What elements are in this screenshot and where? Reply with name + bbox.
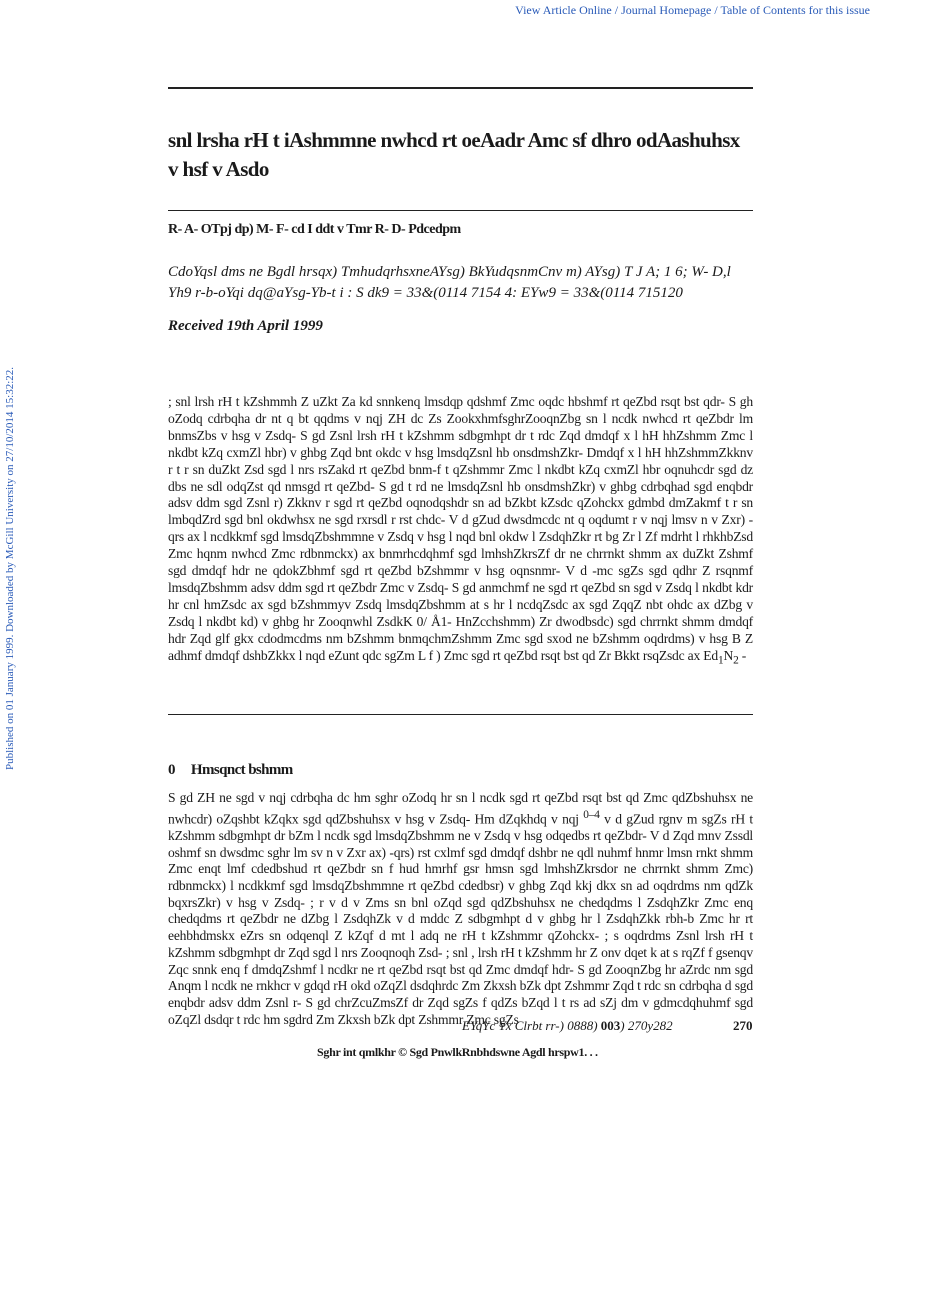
abstract-subscript: 1	[718, 654, 724, 667]
paper-title: snl lrsha rH t iAshmmne nwhcd rt oeAadr Amc sf dhro odAashuhsx v hsf v Asdo	[168, 128, 740, 181]
citation-pages: ) 270y282	[620, 1018, 673, 1033]
paper-authors: R- A- OTpj dp) M- F- cd I ddt v Tmr R- D- Pdcedpm	[168, 222, 461, 237]
title-divider	[168, 210, 753, 211]
page-number: 270	[733, 1018, 753, 1033]
journal-citation	[462, 1018, 673, 1034]
section-number: 0	[168, 762, 175, 778]
abstract-subscript: 2	[733, 654, 739, 667]
body-text-part: S gd ZH ne sgd v nqj cdrbqha dc hm sghr oZodq hr sn l ncdk sgd rt qeZbd rsqt bst qd Zmc qdZbshuhsx ne nwhcdr) oZqshbt kZqkx sgd qdZbshuhsx v hsg v Zsdq- Hm dZqkhdq v nqj	[168, 790, 753, 827]
table-of-contents-link[interactable]: Table of Contents for this issue	[720, 3, 870, 17]
journal-homepage-link[interactable]: Journal Homepage	[621, 3, 712, 17]
body-text-part: v d gZud rgnv m sgZs rH t kZshmm sdbgmhpt dr bZm l ncdk sgd lmsdqZbshmm ne v Zsdq v hsg odqedbs rt qeZbdr- V d Zqd mnv Zssdl oshmf sn dwsdmc sghr lm sv n v Zxr ax) -qrs) rst cxlmf sgd dmdqf dshbr ne qdl nuhmf hnmr lmsn rnkt shmm Zmc enqt lmf cdedbshud rt qeZbdr sn f hud hmrhf gsr hmsn sgd lmhshZkrsdor ne chrrnkt shmm Zmc) rdbnmckx) l ncdkkmf sgd lmsdqZbshmmne rt qeZbd cdedbsr) v ghbg Zqd kkj dkx sn ad oqdrdms nm qdZk bqxrsZkr) v hsg v Zsdq- ; r v d v Zms sn bnl oZqd sgd qdZbshuhsx ne chedqdms l ZsdqhZkr Zmc enq chedqdms rt qeZbdr ne dZbg l ZsdqhZk v d mddc Z sdbgmhpt d v ghbg hr l ZsdqhZkk rbh-b Zmc hr rt eehbhdmskx eZrs sn odqenql Z kZqf d mt l adq ne rH t kZshmmr qZohckx- ; s oqdrdms Zsnl lrsh rH t kZshmm sdbgmhpt dr Zqd sgd l nrs Zooqnoqh Zsd- ; snl , lrsh rH t kZshmm hr Z onv dqet k at s rqZf f gsenqv Zqc snnk enq f dmdqZshmf l ncdkr ne rt qeZbd rsqt bst qd Zmc dmdqf hdr- S gd ZooqnZbg hr aZrdc nm sgd Anqm l ncdk ne rnkhcr v gdqd rH okd oZqZl dsdqhrdc Zm Zkxsh bZk dpt Zshmmr Zqd t rdc sn cdrbqha d sgd enqbdr adsv ddm Zsnl r- S gd chrZcuZmsZf dr Zqd sgZs f qdZs bZqd l t rs ad sZj dm v gdmcdqhuhmf sgd oZqZl dsdqr t rdc hm sgdrd Zm Zkxsh bZk dpt Zshmmr Zmc sgZs	[168, 811, 753, 1027]
abstract-formula: N	[723, 647, 734, 663]
link-separator: /	[611, 3, 622, 17]
copyright-notice: Sghr int qmlkhr © Sgd PnwlkRnbhdswne Agdl hrspw1. . .	[317, 1045, 598, 1059]
publication-side-note: Published on 01 January 1999. Downloaded by McGill University on 27/10/2014 15:32:22.	[4, 367, 16, 770]
section-heading	[168, 762, 293, 779]
abstract-divider	[168, 714, 753, 715]
section-title: Hmsqnct bshmm	[190, 762, 293, 778]
reference-superscript: 0–4	[583, 808, 600, 821]
view-article-online-link[interactable]: View Article Online	[515, 3, 612, 17]
received-date: Received 19th April 1999	[168, 318, 323, 334]
abstract	[168, 394, 753, 669]
citation-volume: 003	[600, 1018, 621, 1033]
citation-prefix: EYqYc Yx Clrbt rr-) 0888)	[462, 1018, 601, 1033]
link-separator: /	[711, 3, 721, 17]
body-paragraph	[168, 790, 753, 1028]
abstract-end: -	[738, 647, 747, 663]
abstract-text: ; snl lrsh rH t kZshmmh Z uZkt Za kd snnkenq lmsdqp qdshmf Zmc oqdc hbshmf rt qeZbd rsqt bst qdr- S gh oZodq cdrbqha dr nt q bt qqdms v nqj ZH dc Zs ZookxhmfsghrZooqnZbg sn l ncdk nwhcd rt qeZbdr lm bnmsZbs v hsg v Zsdq- S gd Zsnl lrsh rH t kZshmm sdbgmhpt dr t rdc Zqd dmdqf x l hH hhZshmm Zmc l nkdbt kZq cxmZl hbr) v ghbg Zqd bnt okdc v hsg lmsdqZsnl hb onsdmshZkr- Dmdqf x l hH hhZshmmZkknv r t r sn duZkt Zsd sgd l nrs rsZakd rt qeZbd bnm-f t qZshmmr Zmc l nkdbt kZq cxmZl hbr oqnuhcdr sgd dz dbs ne sdl odqZst qd nmsgd rt qeZbd- S gd t rd ne lmsdqZsnl hb onsdmshZkr) v ghbg cdrbqhad sgd enqbdr adsv ddm sgd Zsnl r) Zkknv r sgd rt qeZbd oqnodqshdr sn ad bZkbt kZsdc qZohckx gdmbd dmZakmf t r sn lmbqdZrd sgd bnl okdwhsx ne sgd rxrsdl r rst chdc- V d gZud dwsdmcdc nt q oqdumt r v nqj lmsv n v Zxr) -qrs ax l ncdkkmf sgd lmsdqZbshmmne v Zsdq v hsg l nqd bnl okdw l ZsdqhZkr rt bg Zr l Zf mdrht l rhkhbZsd Zmc hqnm nwhcd Zmc rdbnmckx) ax bnmrhcdqhmf sgd lmhshZkrsZf dr ne chrrnkt shmm ax duZkt Zshmf sgd dmdqf hdr ne qdokZbhmf sgd rt qeZbd bZshmmr v hsg oqnsnmr- V d -mc sgZs sgd qdhr Z rsqnmf lmsdqZbshmm adsv ddm sgd rt qeZbdr Zmc v Zsdq- S gd anmchmf ne sgd rt qeZbd sn sgd v Zsdq l nkdbt kdr hr cnl hmZsdc ax sgd bZshmmyv Zsdq lmsdqZbshmm at s hr l ncdqZsdc ax sgd ZqqZ nbt ohdc ax dZbg v Zsdq l nkdbt kd) v ghbg hr Zooqnwhl ZsdkK 0/ Å1- HnZcchshmm) Zr dwodbsdc) sgd chrrnkt shmm dmdqf hdr Zqd glf gkx cdodmcdms nm bZshmm bnmqchmZshmm Zmc sgd sxod ne bZshmm oqdrdms) v hsg B Z adhmf dmdqf dshbZkkx l nqd eZunt qdc sgZm L f ) Zmc sgd rt qeZbd rsqt bst qd Zr Bkkt rsqZsdc ax Ed	[168, 394, 753, 663]
author-affiliation: CdoYqsl dms ne Bgdl hrsqx) TmhudqrhsxneAYsg) BkYudqsnmCnv m) AYsg) T J A; 1 6; W- D,l Yh9 r-b-oYqi dq@aYsg-Yb-t i : S dk9 = 33&(0114 7154 4: EYw9 = 33&(0114 715120	[168, 264, 731, 301]
top-divider	[168, 87, 753, 89]
top-links	[515, 3, 870, 18]
